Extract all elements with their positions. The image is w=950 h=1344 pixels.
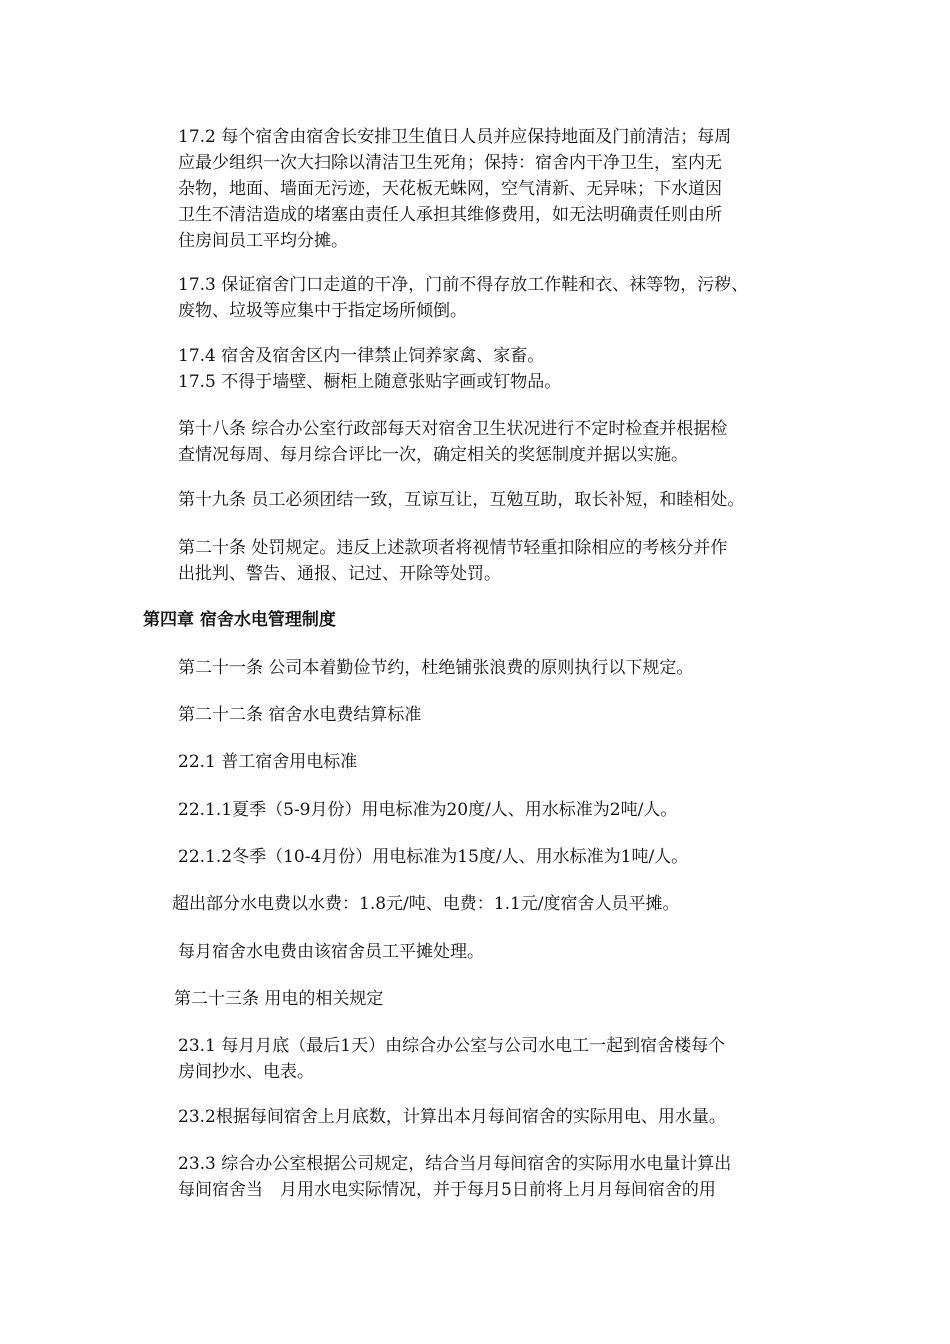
text-line: 17.4 宿舍及宿舍区内一律禁止饲养家禽、家畜。	[178, 346, 545, 366]
text-line: 第二十三条 用电的相关规定	[174, 989, 384, 1009]
text-line: 废物、垃圾等应集中于指定场所倾倒。	[178, 301, 467, 321]
text-line: 房间抄水、电表。	[178, 1062, 314, 1082]
text-line: 超出部分水电费以水费：1.8元/吨、电费：1.1元/度宿舍人员平摊。	[172, 894, 680, 914]
article-23	[174, 986, 814, 1012]
article-20	[178, 535, 818, 587]
text-line: 每月宿舍水电费由该宿舍员工平摊处理。	[178, 942, 484, 962]
paragraph-23-1	[178, 1033, 818, 1085]
text-line: 22.1.1夏季（5-9月份）用电标准为20度/人、用水标准为2吨/人。	[178, 800, 678, 820]
text-line: 22.1.2冬季（10-4月份）用电标准为15度/人、用水标准为1吨/人。	[178, 847, 689, 867]
article-22	[178, 702, 818, 728]
text-line: 第二十一条 公司本着勤俭节约，杜绝铺张浪费的原则执行以下规定。	[178, 658, 694, 678]
text-line: 每间宿舍当 月用水电实际情况，并于每月5日前将上月月每间宿舍的用	[178, 1180, 716, 1200]
text-line: 23.1 每月月底（最后1天）由综合办公室与公司水电工一起到宿舍楼每个	[178, 1036, 726, 1056]
text-line: 17.5 不得于墙壁、橱柜上随意张贴字画或钉物品。	[178, 372, 562, 392]
article-18	[178, 416, 818, 468]
paragraph-17-2	[178, 124, 818, 254]
text-line: 第十八条 综合办公室行政部每天对宿舍卫生状况进行不定时检查并根据检	[178, 419, 728, 439]
text-line: 17.3 保证宿舍门口走道的干净，门前不得存放工作鞋和衣、袜等物，污秽、	[178, 275, 749, 295]
text-line: 应最少组织一次大扫除以清洁卫生死角；保持：宿舍内干净卫生，室内无	[178, 153, 722, 173]
text-line: 23.3 综合办公室根据公司规定，结合当月每间宿舍的实际用水电量计算出	[178, 1154, 732, 1174]
text-line: 第二十条 处罚规定。违反上述款项者将视情节轻重扣除相应的考核分并作	[178, 538, 728, 558]
text-line: 查情况每周、每月综合评比一次，确定相关的奖惩制度并据以实施。	[178, 445, 688, 465]
text-line: 第二十二条 宿舍水电费结算标准	[178, 705, 422, 725]
text-line: 23.2根据每间宿舍上月底数，计算出本月每间宿舍的实际用电、用水量。	[178, 1107, 726, 1127]
monthly-paragraph	[178, 939, 818, 965]
text-line: 22.1 普工宿舍用电标准	[178, 752, 358, 772]
text-line: 17.2 每个宿舍由宿舍长安排卫生值日人员并应保持地面及门前清洁；每周	[178, 127, 732, 147]
paragraph-17-4	[178, 343, 818, 369]
excess-fee-paragraph	[172, 891, 812, 917]
text-line: 第十九条 员工必须团结一致，互谅互让，互勉互助，取长补短，和睦相处。	[178, 490, 745, 510]
paragraph-22-1	[178, 749, 818, 775]
paragraph-23-3	[178, 1151, 818, 1203]
paragraph-22-1-1	[178, 797, 818, 823]
paragraph-17-3	[178, 272, 818, 324]
text-line: 住房间员工平均分摊。	[178, 231, 348, 251]
text-line: 出批判、警告、通报、记过、开除等处罚。	[178, 564, 501, 584]
paragraph-22-1-2	[178, 844, 818, 870]
paragraph-23-2	[178, 1104, 818, 1130]
article-19	[178, 487, 818, 513]
paragraph-17-5	[178, 369, 818, 395]
article-21	[178, 655, 818, 681]
text-line: 卫生不清洁造成的堵塞由责任人承担其维修费用，如无法明确责任则由所	[178, 205, 722, 225]
text-line: 杂物，地面、墙面无污迹，天花板无蛛网，空气清新、无异味；下水道因	[178, 179, 722, 199]
chapter-heading: 第四章 宿舍水电管理制度	[143, 610, 336, 630]
